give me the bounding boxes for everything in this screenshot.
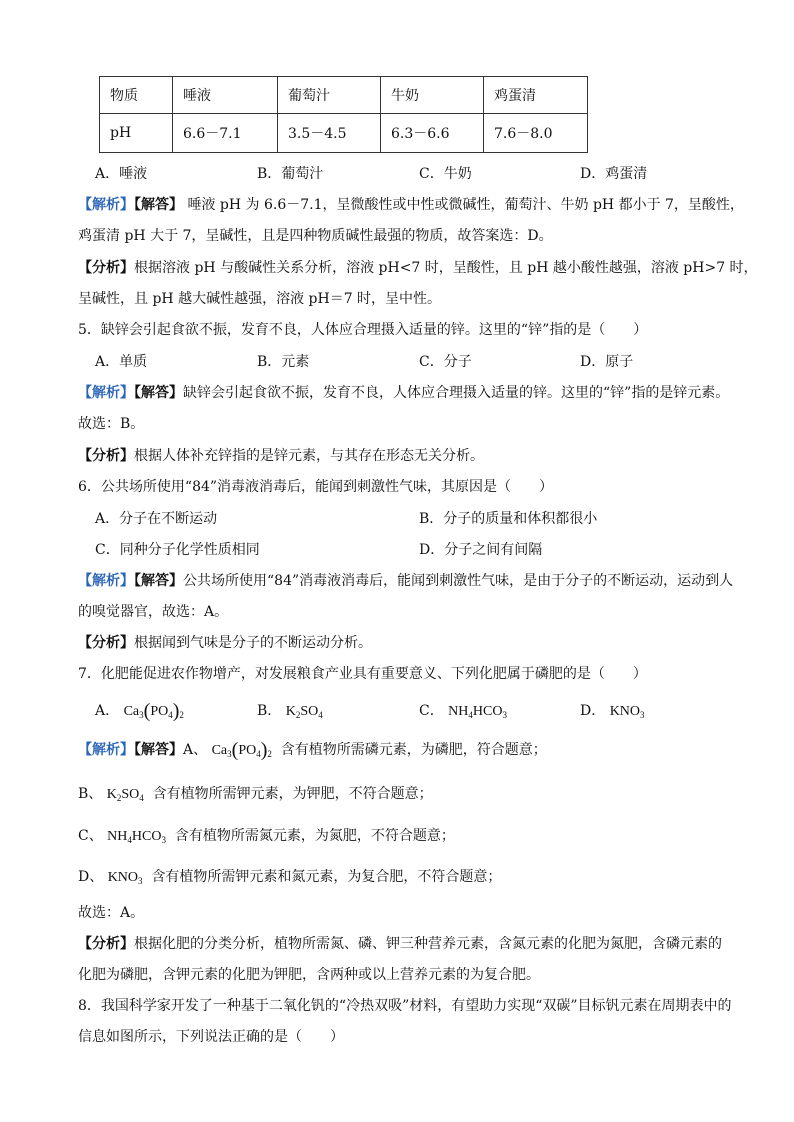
answer-prefix: A、	[183, 742, 208, 758]
answer-text: 唾液 pH 为 6.6－7.1，呈微酸性或中性或微碱性，葡萄汁、牛奶 pH 都小于 7，呈酸性，	[187, 197, 744, 213]
formula-ca3po42: $Ca_3(PO_4)_2$	[123, 700, 184, 722]
fenxi-tag: 【分析】	[78, 260, 134, 276]
formula-nh4hco3: $NH_4HCO_3$	[107, 829, 166, 845]
q6-option-c: C．同种分子化学性质相同	[95, 542, 260, 558]
q5-option-a: A．单质	[95, 354, 148, 370]
fenxi-tag: 【分析】	[78, 635, 134, 651]
q7-option-d	[580, 700, 645, 720]
jiexi-tag: 【解析】	[78, 197, 134, 213]
q6-answer-line	[78, 571, 733, 591]
q5-option-d: D．原子	[580, 354, 634, 370]
q7-answer-line-c	[78, 826, 455, 850]
table-header-cell: 唾液	[173, 77, 278, 114]
table-cell: 3.5－4.5	[278, 114, 381, 153]
table-header-cell: 葡萄汁	[278, 77, 381, 114]
q6-option-b: B．分子的质量和体积都很小	[419, 511, 598, 527]
answer-text: 的嗅觉器官，故选：A。	[78, 604, 229, 620]
answer-text: 公共场所使用“84”消毒液消毒后，能闻到刺激性气味，是由于分子的不断运动，运动到人	[183, 573, 734, 589]
answer-text: 含有植物所需钾元素和氮元素，为复合肥，不符合题意；	[151, 869, 502, 885]
q5-analysis-line	[78, 446, 484, 466]
jiexi-tag: 【解析】	[78, 573, 134, 589]
answer-text: 含有植物所需磷元素，为磷肥，符合题意；	[280, 742, 547, 758]
analysis-text: 根据人体补充锌指的是锌元素，与其存在形态无关分析。	[134, 448, 484, 464]
formula-k2so4: $K_2SO_4$	[106, 787, 144, 803]
option-letter: D．	[580, 703, 606, 719]
q7-option-b	[257, 700, 323, 720]
table-header-cell: 鸡蛋清	[484, 77, 588, 114]
q7-answer-line-b	[78, 784, 433, 808]
analysis-text: 化肥为磷肥，含钾元素的化肥为钾肥，含两种或以上营养元素的为复合肥。	[78, 967, 540, 983]
jieda-tag: 【解答】	[134, 197, 183, 213]
formula-ca3po42: $Ca_3(PO_4)_2$	[211, 739, 272, 761]
answer-text: 含有植物所需氮元素，为氮肥，不符合题意；	[174, 828, 455, 844]
answer-text: 故选：B。	[78, 416, 145, 432]
option-letter: A．	[95, 703, 120, 719]
table-header-cell: 牛奶	[381, 77, 484, 114]
q4-option-c: C．牛奶	[419, 166, 472, 182]
q7-option-a	[95, 700, 184, 723]
table-header-cell: 物质	[100, 77, 173, 114]
formula-kno3: $KNO_3$	[609, 704, 645, 720]
q6-option-a: A．分子在不断运动	[95, 511, 218, 527]
formula-kno3: $KNO_3$	[107, 870, 143, 886]
q5-option-c: C．分子	[419, 354, 472, 370]
q7-answer-line-a	[78, 740, 547, 764]
q6-analysis-line	[78, 633, 372, 653]
q5-option-b: B．元素	[257, 354, 310, 370]
option-letter: B．	[257, 703, 282, 719]
answer-prefix: D、	[78, 869, 104, 885]
answer-prefix: C、	[78, 828, 103, 844]
q5-answer-line	[78, 383, 729, 403]
q6-option-d: D．分子之间有间隔	[419, 542, 543, 558]
q4-analysis-line	[78, 258, 758, 278]
q4-option-d: D．鸡蛋清	[580, 166, 648, 182]
answer-prefix: B、	[78, 786, 103, 802]
q8-stem: 8．我国科学家开发了一种基于二氧化钒的“冷热双吸”材料，有望助力实现“双碳”目标钒元素在周期表中的	[78, 998, 732, 1014]
analysis-text: 根据化肥的分类分析，植物所需氮、磷、钾三种营养元素，含氮元素的化肥为氮肥，含磷元素的	[134, 936, 722, 952]
answer-text: 故选：A。	[78, 905, 145, 921]
q4-option-a: A．唾液	[95, 166, 148, 182]
jieda-tag: 【解答】	[134, 385, 183, 401]
jiexi-tag: 【解析】	[78, 742, 134, 758]
analysis-text: 根据闻到气味是分子的不断运动分析。	[134, 635, 372, 651]
q7-option-c	[419, 700, 507, 720]
q7-answer-line-d	[78, 867, 501, 891]
ph-table	[99, 76, 588, 153]
answer-text: 含有植物所需钾元素，为钾肥，不符合题意；	[152, 786, 433, 802]
q8-stem: 信息如图所示，下列说法正确的是（ ）	[78, 1029, 344, 1045]
answer-text: 鸡蛋清 pH 大于 7，呈碱性，且是四种物质碱性最强的物质，故答案选：D。	[78, 228, 553, 244]
table-cell: 6.6－7.1	[173, 114, 278, 153]
q4-answer-line	[78, 195, 744, 215]
jieda-tag: 【解答】	[134, 742, 183, 758]
jieda-tag: 【解答】	[134, 573, 183, 589]
option-letter: C．	[419, 703, 444, 719]
table-cell: 7.6－8.0	[484, 114, 588, 153]
fenxi-tag: 【分析】	[78, 448, 134, 464]
q6-stem: 6．公共场所使用“84”消毒液消毒后，能闻到刺激性气味，其原因是（ ）	[78, 479, 554, 495]
q7-analysis-line	[78, 934, 722, 954]
formula-k2so4: $K_2SO_4$	[285, 704, 323, 720]
table-cell: 6.3－6.6	[381, 114, 484, 153]
q4-option-b: B．葡萄汁	[257, 166, 324, 182]
analysis-text: 呈碱性，且 pH 越大碱性越强，溶液 pH＝7 时，呈中性。	[78, 291, 442, 307]
fenxi-tag: 【分析】	[78, 936, 134, 952]
jiexi-tag: 【解析】	[78, 385, 134, 401]
q7-stem: 7．化肥能促进农作物增产，对发展粮食产业具有重要意义、下列化肥属于磷肥的是（ ）	[78, 666, 647, 682]
answer-text: 缺锌会引起食欲不振，发育不良，人体应合理摄入适量的锌。这里的“锌”指的是锌元素。	[183, 385, 730, 401]
formula-nh4hco3: $NH_4HCO_3$	[448, 704, 507, 720]
table-cell: pH	[100, 114, 173, 153]
analysis-text: 根据溶液 pH 与酸碱性关系分析，溶液 pH<7 时，呈酸性，且 pH 越小酸性越强，溶液 pH>7 时，	[134, 260, 758, 276]
q5-stem: 5．缺锌会引起食欲不振，发育不良，人体应合理摄入适量的锌。这里的“锌”指的是（ ）	[78, 322, 648, 338]
